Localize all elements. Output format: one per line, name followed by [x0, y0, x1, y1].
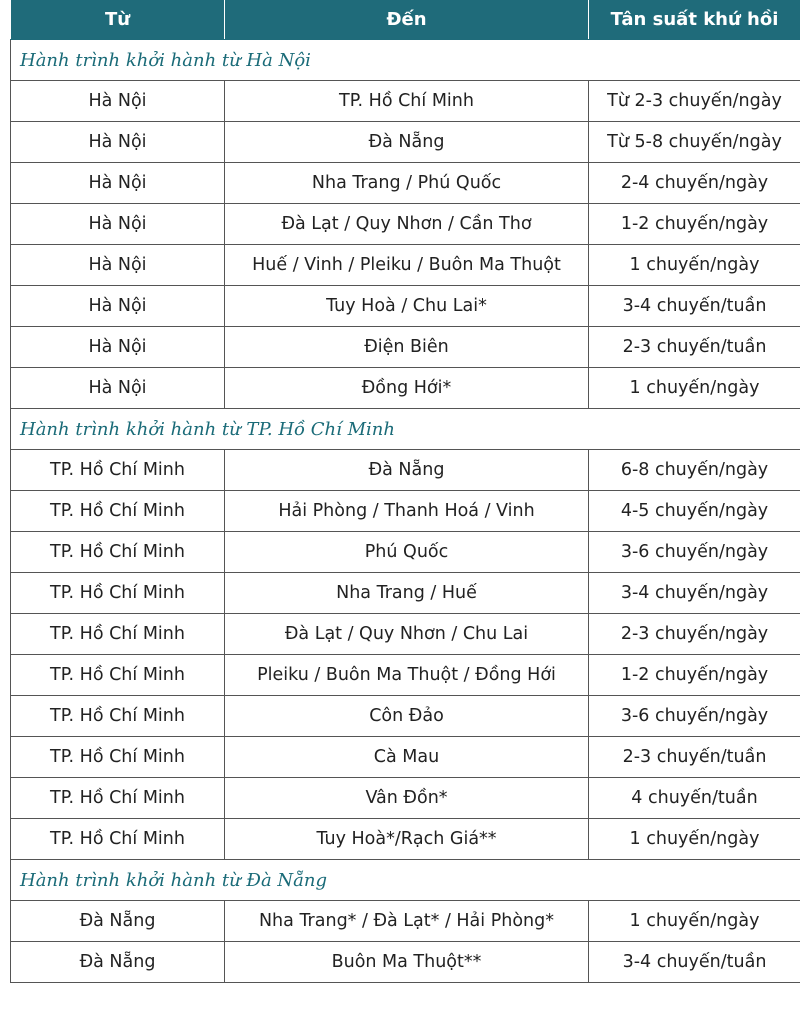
cell-from: Đà Nẵng: [11, 942, 225, 983]
table-row: [11, 286, 800, 327]
cell-frequency: 4-5 chuyến/ngày: [589, 491, 800, 532]
cell-frequency: 2-3 chuyến/tuần: [589, 327, 800, 368]
table-header: [11, 0, 800, 40]
cell-frequency: 3-6 chuyến/ngày: [589, 532, 800, 573]
cell-frequency: 1 chuyến/ngày: [589, 819, 800, 860]
cell-frequency: 3-4 chuyến/tuần: [589, 286, 800, 327]
header-from: Từ: [11, 0, 225, 40]
cell-frequency: Từ 5-8 chuyến/ngày: [589, 122, 800, 163]
cell-to: Nha Trang / Huế: [225, 573, 589, 614]
table-row: [11, 450, 800, 491]
cell-to: Tuy Hoà / Chu Lai*: [225, 286, 589, 327]
cell-to: Pleiku / Buôn Ma Thuột / Đồng Hới: [225, 655, 589, 696]
cell-to: Hải Phòng / Thanh Hoá / Vinh: [225, 491, 589, 532]
cell-to: Đà Lạt / Quy Nhơn / Cần Thơ: [225, 204, 589, 245]
header-frequency: Tân suất khứ hồi: [589, 0, 800, 40]
cell-frequency: 3-4 chuyến/ngày: [589, 573, 800, 614]
cell-frequency: 3-4 chuyến/tuần: [589, 942, 800, 983]
cell-from: Hà Nội: [11, 327, 225, 368]
cell-from: TP. Hồ Chí Minh: [11, 491, 225, 532]
section-title: Hành trình khởi hành từ Hà Nội: [11, 40, 800, 81]
cell-to: Đà Nẵng: [225, 450, 589, 491]
cell-to: Phú Quốc: [225, 532, 589, 573]
cell-frequency: 2-3 chuyến/tuần: [589, 737, 800, 778]
cell-frequency: 6-8 chuyến/ngày: [589, 450, 800, 491]
table-row: [11, 491, 800, 532]
cell-from: Hà Nội: [11, 81, 225, 122]
table-row: [11, 819, 800, 860]
header-to: Đến: [225, 0, 589, 40]
cell-frequency: 2-3 chuyến/ngày: [589, 614, 800, 655]
cell-to: Buôn Ma Thuột**: [225, 942, 589, 983]
cell-to: Huế / Vinh / Pleiku / Buôn Ma Thuột: [225, 245, 589, 286]
table-row: [11, 778, 800, 819]
cell-from: Hà Nội: [11, 245, 225, 286]
table-row: [11, 655, 800, 696]
cell-from: Đà Nẵng: [11, 901, 225, 942]
table-row: [11, 163, 800, 204]
cell-from: TP. Hồ Chí Minh: [11, 819, 225, 860]
cell-from: Hà Nội: [11, 163, 225, 204]
cell-frequency: 3-6 chuyến/ngày: [589, 696, 800, 737]
cell-to: Nha Trang* / Đà Lạt* / Hải Phòng*: [225, 901, 589, 942]
cell-from: TP. Hồ Chí Minh: [11, 737, 225, 778]
cell-from: TP. Hồ Chí Minh: [11, 532, 225, 573]
section-row: [11, 40, 800, 81]
cell-from: TP. Hồ Chí Minh: [11, 696, 225, 737]
section-row: [11, 409, 800, 450]
cell-to: Cà Mau: [225, 737, 589, 778]
section-row: [11, 860, 800, 901]
cell-to: Đồng Hới*: [225, 368, 589, 409]
cell-frequency: 1 chuyến/ngày: [589, 368, 800, 409]
cell-to: Côn Đảo: [225, 696, 589, 737]
table-row: [11, 573, 800, 614]
cell-from: TP. Hồ Chí Minh: [11, 778, 225, 819]
table-row: [11, 696, 800, 737]
cell-from: TP. Hồ Chí Minh: [11, 655, 225, 696]
cell-from: TP. Hồ Chí Minh: [11, 573, 225, 614]
table-row: [11, 532, 800, 573]
cell-frequency: 1-2 chuyến/ngày: [589, 655, 800, 696]
cell-frequency: 1-2 chuyến/ngày: [589, 204, 800, 245]
cell-from: Hà Nội: [11, 286, 225, 327]
cell-from: TP. Hồ Chí Minh: [11, 614, 225, 655]
cell-from: TP. Hồ Chí Minh: [11, 450, 225, 491]
cell-to: Vân Đồn*: [225, 778, 589, 819]
table-row: [11, 942, 800, 983]
cell-to: Đà Nẵng: [225, 122, 589, 163]
section-title: Hành trình khởi hành từ Đà Nẵng: [11, 860, 800, 901]
table-row: [11, 614, 800, 655]
cell-to: Điện Biên: [225, 327, 589, 368]
table-row: [11, 204, 800, 245]
cell-from: Hà Nội: [11, 204, 225, 245]
table-row: [11, 245, 800, 286]
cell-to: Đà Lạt / Quy Nhơn / Chu Lai: [225, 614, 589, 655]
cell-frequency: 1 chuyến/ngày: [589, 901, 800, 942]
route-frequency-table: [10, 0, 800, 983]
table-row: [11, 327, 800, 368]
header-row: [11, 0, 800, 40]
cell-to: Tuy Hoà*/Rạch Giá**: [225, 819, 589, 860]
cell-frequency: 4 chuyến/tuần: [589, 778, 800, 819]
table-body: [11, 40, 800, 983]
cell-to: TP. Hồ Chí Minh: [225, 81, 589, 122]
cell-from: Hà Nội: [11, 368, 225, 409]
cell-to: Nha Trang / Phú Quốc: [225, 163, 589, 204]
table-row: [11, 901, 800, 942]
table-row: [11, 368, 800, 409]
table-row: [11, 81, 800, 122]
cell-frequency: 1 chuyến/ngày: [589, 245, 800, 286]
cell-frequency: Từ 2-3 chuyến/ngày: [589, 81, 800, 122]
cell-from: Hà Nội: [11, 122, 225, 163]
table-row: [11, 122, 800, 163]
section-title: Hành trình khởi hành từ TP. Hồ Chí Minh: [11, 409, 800, 450]
table-row: [11, 737, 800, 778]
cell-frequency: 2-4 chuyến/ngày: [589, 163, 800, 204]
